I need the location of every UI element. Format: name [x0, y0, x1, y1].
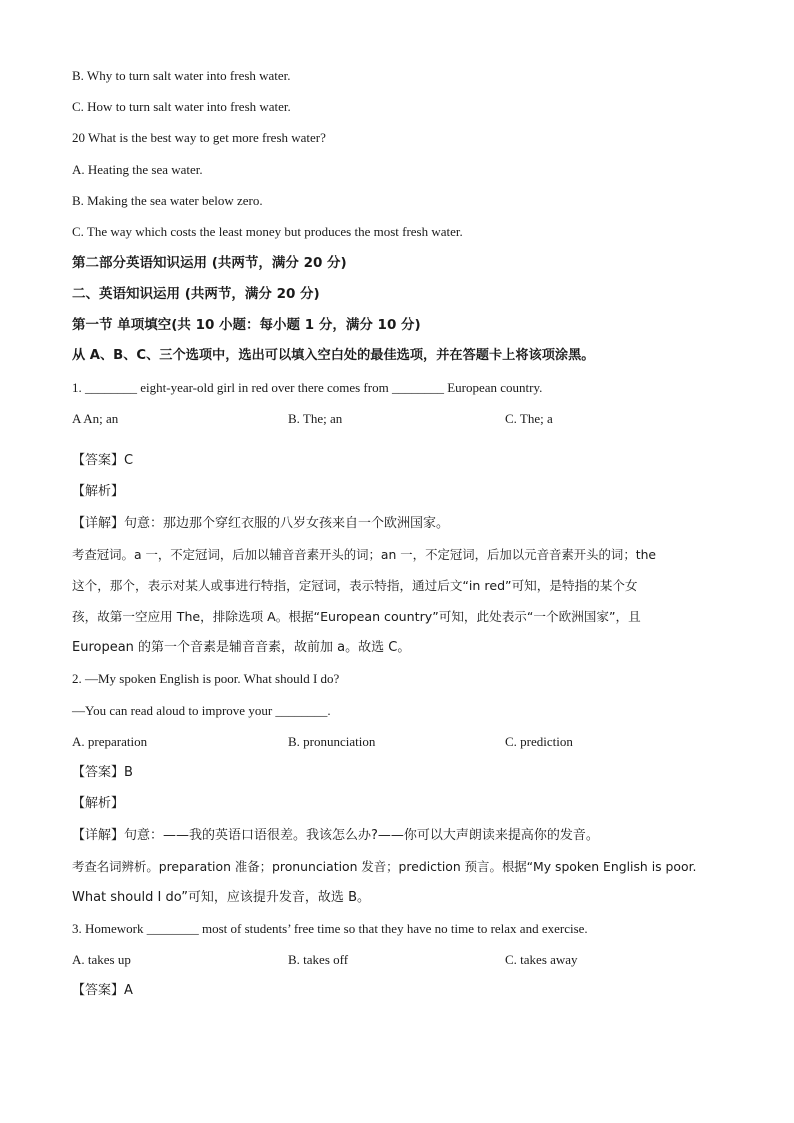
instruction-heading: 从 A、B、C、三个选项中，选出可以填入空白处的最佳选项，并在答题卡上将该项涂黑。 [72, 348, 595, 363]
option-b: B. The; an [288, 411, 343, 426]
answer-label: 【答案】A [72, 983, 133, 998]
option-line: C. The way which costs the least money but produces the most fresh water. [72, 224, 463, 239]
question-stem: 2. —My spoken English is poor. What should I do? [72, 671, 340, 686]
detail-text: 【详解】句意：那边那个穿红衣服的八岁女孩来自一个欧洲国家。 [72, 516, 450, 531]
analysis-label: 【解析】 [72, 484, 125, 499]
option-line: A. Heating the sea water. [72, 162, 203, 177]
detail-text: 考查冠词。a 一，不定冠词，后加以辅音音素开头的词；an 一，不定冠词，后加以元音音素开头的词；the [72, 547, 657, 562]
option-line: C. How to turn salt water into fresh water. [72, 99, 291, 114]
question-stem: 3. Homework ________ most of students’ free time so that they have no time to relax and exercise. [72, 921, 588, 936]
option-a: A An; an [72, 411, 119, 426]
section-heading: 第二部分英语知识运用 (共两节，满分 20 分) [72, 255, 347, 271]
detail-text: 考查名词辨析。preparation 准备；pronunciation 发音；prediction 预言。根据“My spoken English is poor. [72, 859, 697, 874]
option-b: B. takes off [288, 952, 349, 967]
analysis-label: 【解析】 [72, 796, 125, 811]
question-stem: 1. ________ eight-year-old girl in red over there comes from ________ European country. [72, 380, 543, 395]
option-a: A. preparation [72, 734, 148, 749]
answer-label: 【答案】C [72, 453, 134, 468]
detail-text: 【详解】句意：——我的英语口语很差。我该怎么办?——你可以大声朗读来提高你的发音。 [72, 828, 599, 843]
option-c: C. takes away [505, 952, 578, 967]
detail-text: European 的第一个音素是辅音音素，故前加 a。故选 C。 [72, 640, 411, 655]
option-c: C. The; a [505, 411, 553, 426]
option-line: B. Making the sea water below zero. [72, 193, 263, 208]
detail-text: 孩，故第一空应用 The，排除选项 A。根据“European country”可知，此处表示“一个欧洲国家”，且 [72, 609, 641, 624]
question-line: 20 What is the best way to get more fresh water? [72, 130, 326, 145]
option-b: B. pronunciation [288, 734, 376, 749]
answer-label: 【答案】B [72, 765, 133, 780]
question-stem: —You can read aloud to improve your ________. [72, 703, 331, 718]
option-a: A. takes up [72, 952, 131, 967]
option-c: C. prediction [505, 734, 573, 749]
option-line: B. Why to turn salt water into fresh water. [72, 68, 291, 83]
section-heading: 第一节 单项填空(共 10 小题：每小题 1 分，满分 10 分) [72, 317, 421, 333]
detail-text: 这个，那个，表示对某人或事进行特指，定冠词，表示特指，通过后文“in red”可知，是特指的某个女 [72, 578, 638, 593]
detail-text: What should I do”可知，应该提升发音，故选 B。 [72, 890, 370, 905]
section-heading: 二、英语知识运用 (共两节，满分 20 分) [72, 286, 320, 302]
